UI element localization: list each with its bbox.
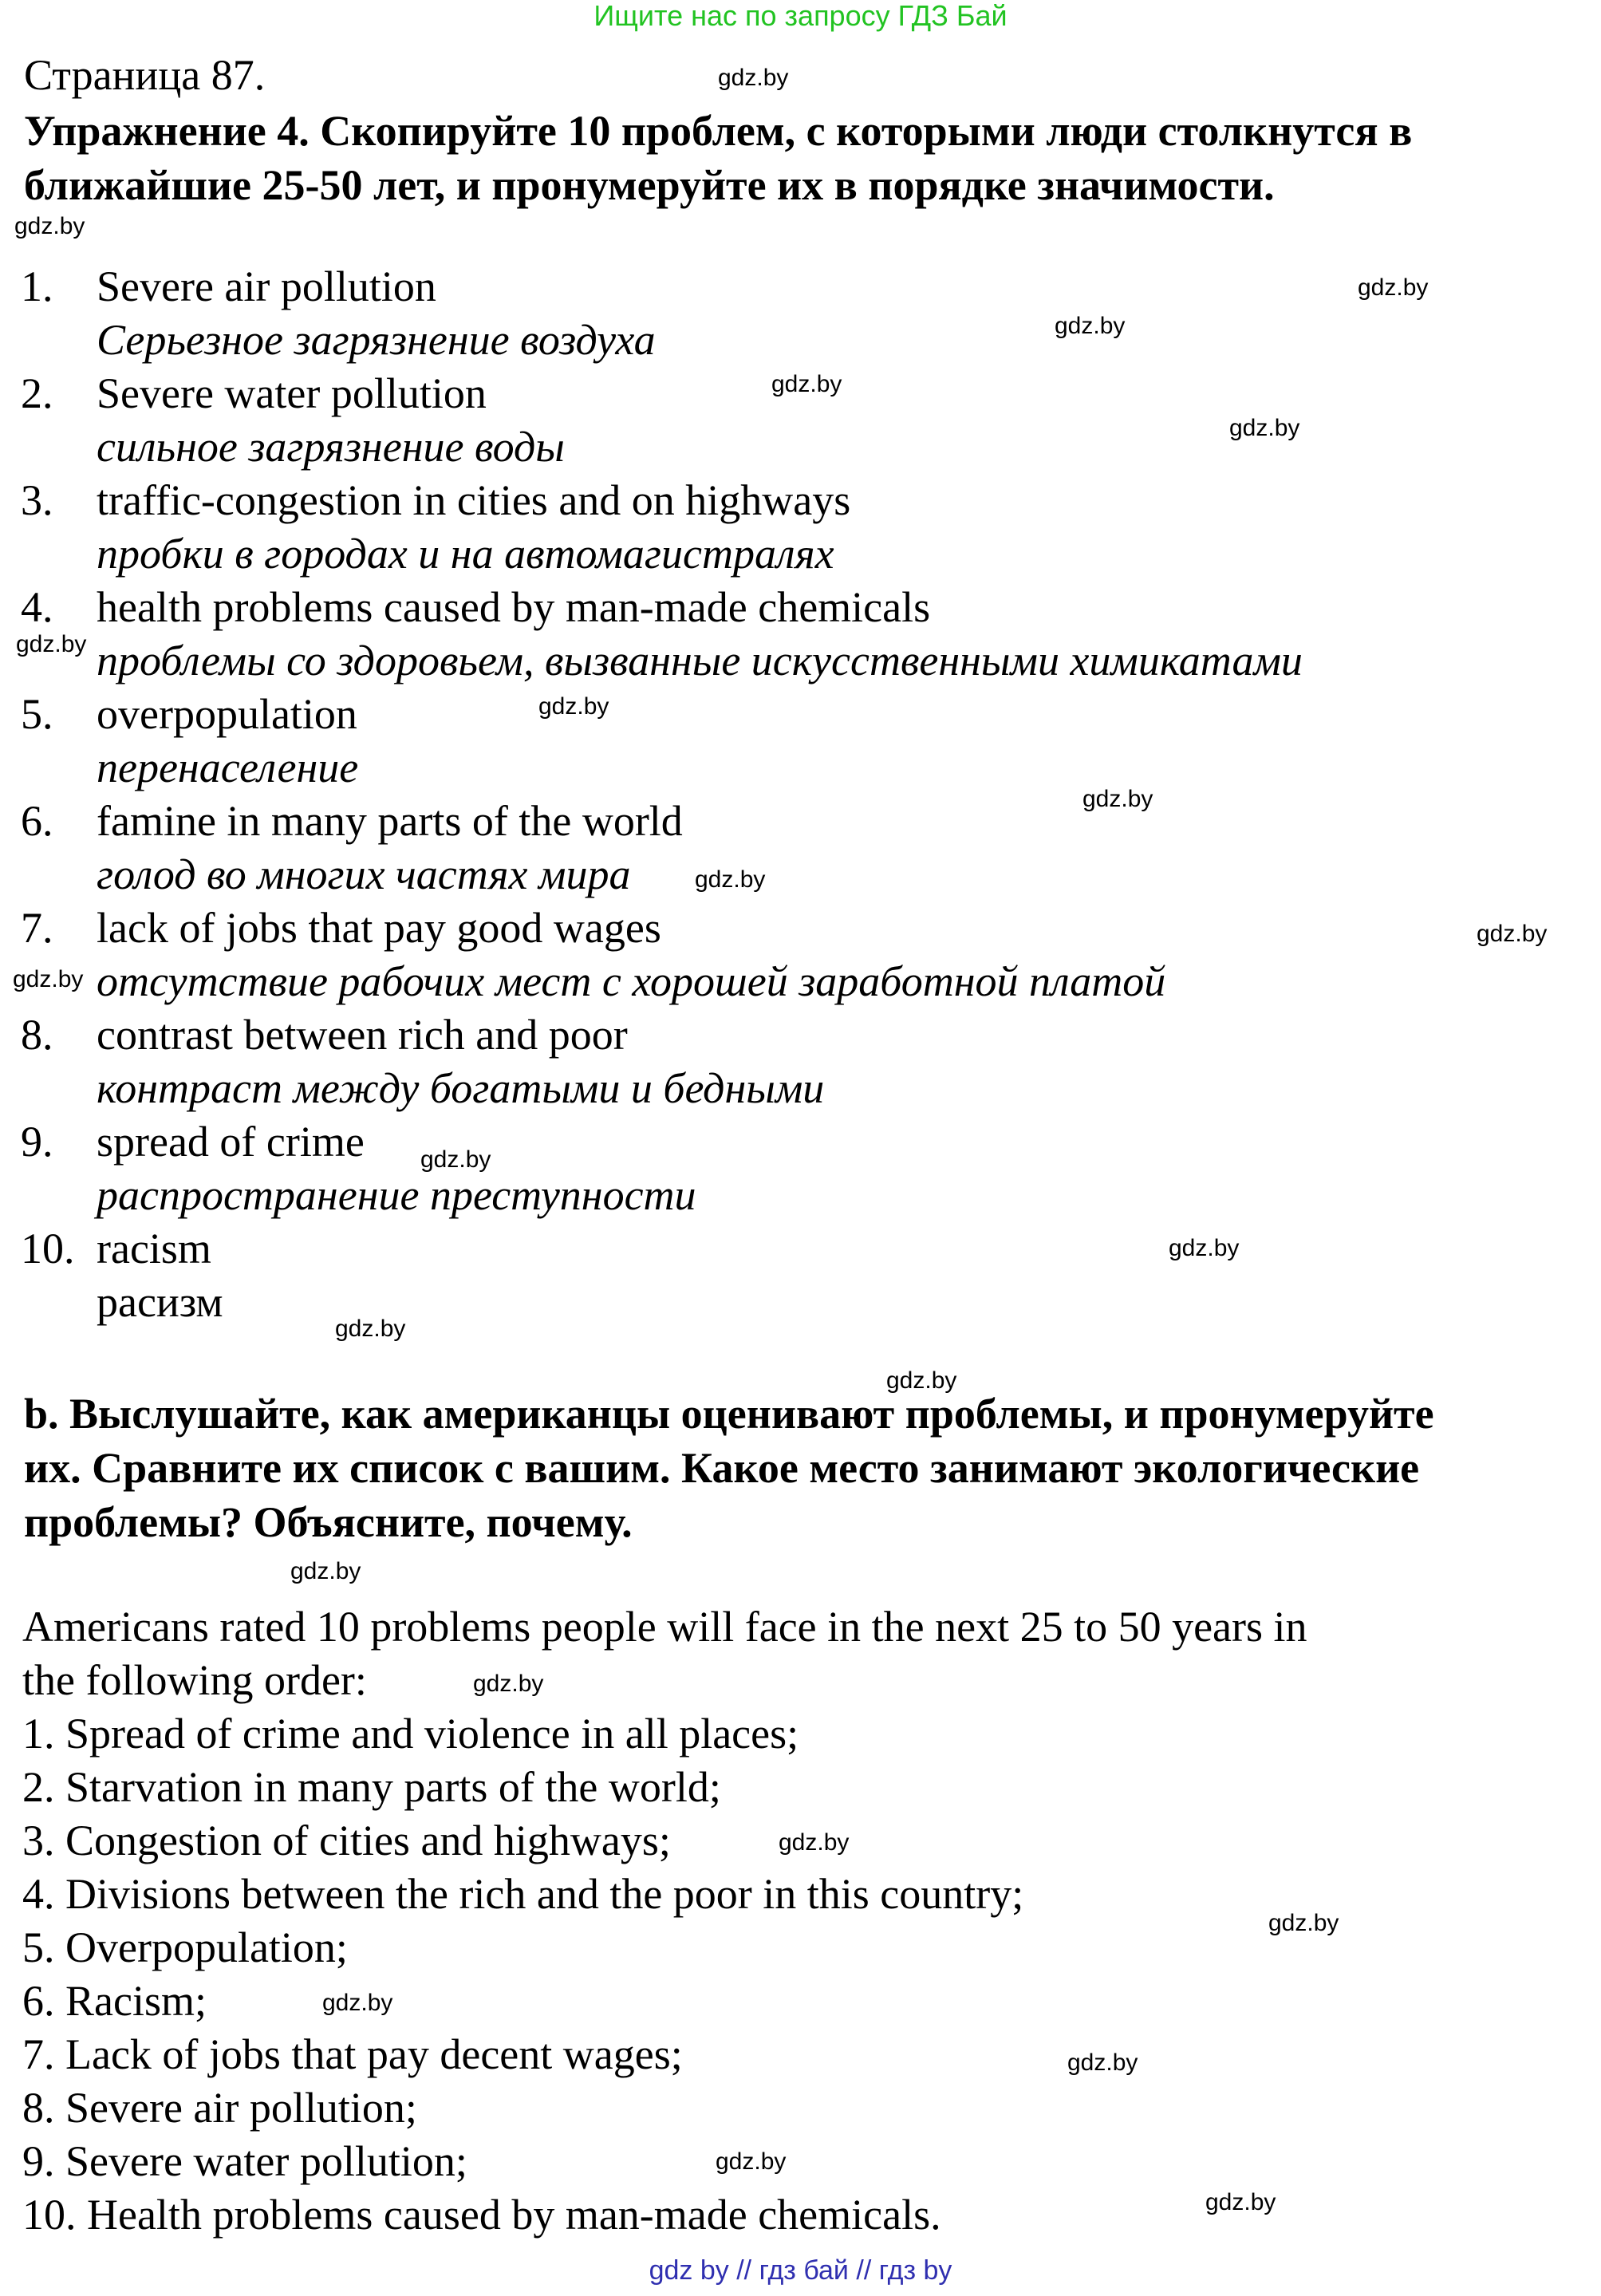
watermark: gdz.by	[322, 1990, 393, 2016]
list-item: 3. Congestion of cities and highways;	[22, 1817, 671, 1864]
list-item-russian: голод во многих частях мира	[97, 850, 631, 898]
footer-separator: //	[736, 2255, 752, 2286]
list-item-russian: отсутствие рабочих мест с хорошей заработной платой	[97, 957, 1166, 1005]
list-item-russian: распространение преступности	[97, 1171, 696, 1219]
watermark: gdz.by	[1358, 274, 1429, 301]
watermark: gdz.by	[290, 1558, 361, 1584]
list-item: 2. Starvation in many parts of the world;	[22, 1763, 721, 1811]
watermark: gdz.by	[16, 631, 87, 657]
watermark: gdz.by	[718, 65, 789, 91]
list-item: 5. Overpopulation;	[22, 1923, 348, 1971]
list-item-english: overpopulation	[97, 690, 357, 738]
watermark: gdz.by	[14, 213, 85, 239]
list-item-number: 5.	[21, 690, 53, 738]
watermark: gdz.by	[886, 1367, 957, 1394]
list-item-russian: пробки в городах и на автомагистралях	[97, 530, 834, 578]
list-item: 9. Severe water pollution;	[22, 2137, 467, 2185]
watermark: gdz.by	[1082, 786, 1153, 812]
watermark: gdz.by	[716, 2148, 787, 2175]
footer-separator: //	[856, 2255, 872, 2286]
watermark: gdz.by	[1229, 415, 1300, 441]
list-item-number: 9.	[21, 1118, 53, 1166]
exercise-4-heading-line: ближайшие 25-50 лет, и пронумеруйте их в порядке значимости.	[24, 161, 1275, 209]
list-item: 10. Health problems caused by man-made chemicals.	[22, 2191, 941, 2239]
exercise-b-heading-line: их. Сравните их список с вашим. Какое место занимают экологические	[24, 1444, 1420, 1492]
watermark: gdz.by	[13, 966, 84, 992]
exercise-4-heading	[24, 104, 1571, 212]
watermark: gdz.by	[1055, 313, 1126, 339]
list-item: 1. Spread of crime and violence in all places;	[22, 1710, 799, 1758]
list-item: 7. Lack of jobs that pay decent wages;	[22, 2030, 683, 2078]
watermark: gdz.by	[771, 371, 842, 397]
watermark: gdz.by	[473, 1671, 544, 1697]
list-item: 6. Racism;	[22, 1977, 207, 2025]
watermark: gdz.by	[1205, 2189, 1276, 2215]
list-item-english: traffic-congestion in cities and on highways	[97, 476, 851, 524]
list-item-number: 1.	[21, 262, 53, 310]
watermark: gdz.by	[779, 1829, 850, 1856]
watermark: gdz.by	[1169, 1235, 1240, 1261]
list-item-english: lack of jobs that pay good wages	[97, 904, 661, 952]
watermark: gdz.by	[1067, 2049, 1138, 2076]
list-item-russian: проблемы со здоровьем, вызванные искусственными химикатами	[97, 637, 1303, 684]
exercise-b-heading	[24, 1387, 1571, 1549]
watermark: gdz.by	[1268, 1910, 1339, 1936]
list-item-number: 2.	[21, 369, 53, 417]
list-item-russian: контраст между богатыми и бедными	[97, 1064, 825, 1112]
footer-link-gdz-bai[interactable]: гдз бай	[759, 2255, 849, 2286]
list-item-english: Severe water pollution	[97, 369, 487, 417]
list-item-english: contrast between rich and poor	[97, 1011, 628, 1059]
footer-link-gdz-by[interactable]: gdz by	[649, 2255, 729, 2286]
watermark: gdz.by	[695, 866, 766, 893]
footer-links	[0, 2255, 1601, 2286]
watermark: gdz.by	[1477, 921, 1548, 947]
list-item-english: racism	[97, 1225, 211, 1272]
list-item-russian: сильное загрязнение воды	[97, 423, 565, 471]
list-item-english: famine in many parts of the world	[97, 797, 683, 845]
exercise-b-heading-line: b. Выслушайте, как американцы оценивают проблемы, и пронумеруйте	[24, 1390, 1434, 1438]
list-item-number: 8.	[21, 1011, 53, 1059]
list-item: 4. Divisions between the rich and the poor in this country;	[22, 1870, 1024, 1918]
list-item-number: 4.	[21, 583, 53, 631]
exercise-4-heading-line: Упражнение 4. Скопируйте 10 проблем, с которыми люди столкнутся в	[24, 107, 1413, 155]
list-item-number: 6.	[21, 797, 53, 845]
list-item-english: health problems caused by man-made chemicals	[97, 583, 931, 631]
list-item-number: 3.	[21, 476, 53, 524]
footer-link-gdz-by-ru[interactable]: гдз by	[878, 2255, 952, 2286]
watermark: gdz.by	[335, 1316, 406, 1342]
list-item-number: 7.	[21, 904, 53, 952]
search-hint-banner: Ищите нас по запросу ГДЗ Бай	[593, 0, 1008, 32]
list-item-russian: Серьезное загрязнение воздуха	[97, 316, 656, 364]
list-item-english: Severe air pollution	[97, 262, 436, 310]
page-title: Страница 87.	[24, 51, 266, 99]
intro-line: Americans rated 10 problems people will face in the next 25 to 50 years in	[22, 1603, 1307, 1651]
list-item-russian: расизм	[97, 1278, 223, 1326]
list-item-english: spread of crime	[97, 1118, 365, 1166]
list-item-number: 10.	[21, 1225, 75, 1272]
list-item: 8. Severe air pollution;	[22, 2084, 417, 2132]
list-item-russian: перенаселение	[97, 744, 359, 791]
watermark: gdz.by	[420, 1146, 491, 1173]
watermark: gdz.by	[538, 693, 609, 720]
exercise-b-heading-line: проблемы? Объясните, почему.	[24, 1498, 633, 1546]
intro-line: the following order:	[22, 1656, 367, 1704]
